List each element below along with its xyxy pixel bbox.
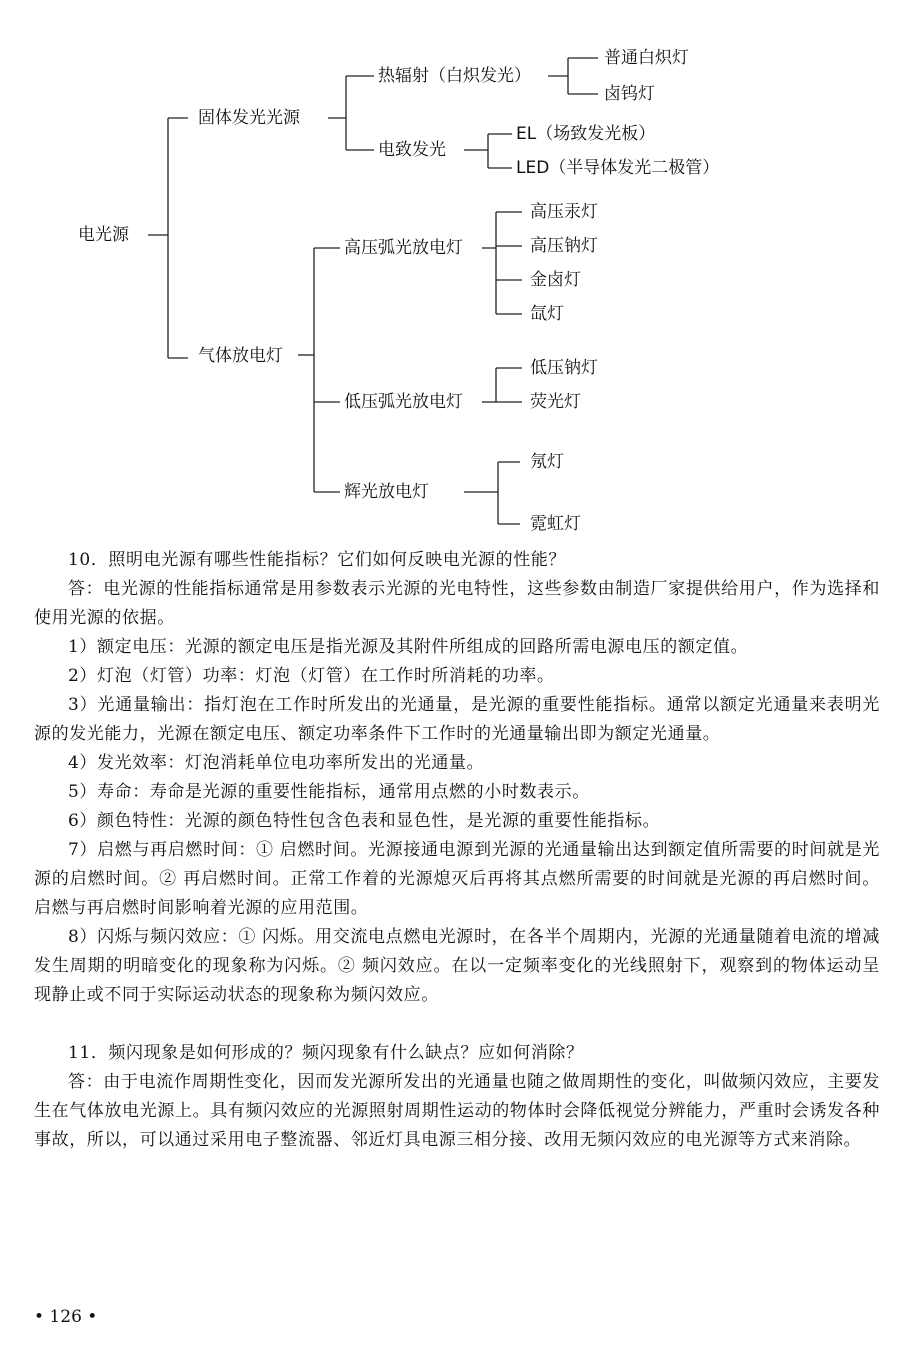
question-11-heading: 11．频闪现象是如何形成的？频闪现象有什么缺点？应如何消除？ <box>68 1043 584 1063</box>
diagram-solid-state-label: 固体发光光源 <box>198 108 300 128</box>
diagram-neon-sign-lamp-label: 霓虹灯 <box>530 514 581 534</box>
body-text <box>34 546 880 1155</box>
item-power: 2）灯泡（灯管）功率：灯泡（灯管）在工作时所消耗的功率。 <box>68 666 555 686</box>
diagram-neon-gas-lamp-label: 氖灯 <box>530 452 564 472</box>
item-luminous-flux: 3）光通量输出：指灯泡在工作时所发出的光通量，是光源的重要性能指标。通常以额定光通量来表明光源的发光能力，光源在额定电压、额定功率条件下工作时的光通量输出即为额定光通量。 <box>34 695 880 744</box>
diagram-led-label: LED（半导体发光二极管） <box>516 158 720 178</box>
diagram-high-pressure-arc-label: 高压弧光放电灯 <box>344 238 463 258</box>
diagram-halogen-label: 卤钨灯 <box>604 84 655 104</box>
diagram-el-label: EL（场致发光板） <box>516 124 656 144</box>
question-10-heading: 10．照明电光源有哪些性能指标？它们如何反映电光源的性能？ <box>68 550 567 570</box>
diagram-xenon-lamp-label: 氙灯 <box>530 304 564 324</box>
item-lifetime: 5）寿命：寿命是光源的重要性能指标，通常用点燃的小时数表示。 <box>68 782 590 802</box>
item-rated-voltage: 1）额定电压：光源的额定电压是指光源及其附件所组成的回路所需电源电压的额定值。 <box>68 637 749 657</box>
diagram-mercury-lamp-label: 高压汞灯 <box>530 202 598 222</box>
diagram-electroluminescence-label: 电致发光 <box>378 140 446 160</box>
paragraph-gap <box>34 1010 880 1039</box>
diagram-low-pressure-arc-label: 低压弧光放电灯 <box>344 392 463 412</box>
item-flicker: 8）闪烁与频闪效应：① 闪烁。用交流电点燃电光源时，在各半个周期内，光源的光通量随着电流的增减发生周期的明暗变化的现象称为闪烁。② 频闪效应。在以一定频率变化的光线照射下，观察到的物体运动呈现静止或不同于实际运动状态的现象称为频闪效应。 <box>34 927 880 1005</box>
item-color: 6）颜色特性：光源的颜色特性包含色表和显色性，是光源的重要性能指标。 <box>68 811 661 831</box>
item-start-time: 7）启燃与再启燃时间：① 启燃时间。光源接通电源到光源的光通量输出达到额定值所需要的时间就是光源的启燃时间。② 再启燃时间。正常工作着的光源熄灭后再将其点燃所需要的时间就是光源的再启燃时间。启燃与再启燃时间影响着光源的应用范围。 <box>34 840 880 918</box>
diagram-root-label: 电光源 <box>78 225 129 245</box>
item-efficacy: 4）发光效率：灯泡消耗单位电功率所发出的光通量。 <box>68 753 485 773</box>
diagram-incandescent-label: 普通白炽灯 <box>604 48 689 68</box>
answer-10-intro: 答：电光源的性能指标通常是用参数表示光源的光电特性，这些参数由制造厂家提供给用户，作为选择和使用光源的依据。 <box>34 579 880 628</box>
diagram-glow-discharge-label: 辉光放电灯 <box>344 482 429 502</box>
answer-11: 答：由于电流作周期性变化，因而发光源所发出的光通量也随之做周期性的变化，叫做频闪效应，主要发生在气体放电光源上。具有频闪效应的光源照射周期性运动的物体时会降低视觉分辨能力，严重时会诱发各种事故，所以，可以通过采用电子整流器、邻近灯具电源三相分接、改用无频闪效应的电光源等方式来消除。 <box>34 1072 880 1150</box>
diagram-gas-discharge-label: 气体放电灯 <box>198 346 283 366</box>
page-number: • 126 • <box>34 1307 98 1327</box>
diagram-metal-halide-lamp-label: 金卤灯 <box>530 270 581 290</box>
diagram-hp-sodium-lamp-label: 高压钠灯 <box>530 236 598 256</box>
diagram-thermal-radiation-label: 热辐射（白炽发光） <box>378 66 531 86</box>
light-source-classification-diagram <box>0 0 908 545</box>
diagram-lp-sodium-lamp-label: 低压钠灯 <box>530 358 598 378</box>
diagram-fluorescent-lamp-label: 荧光灯 <box>530 392 581 412</box>
